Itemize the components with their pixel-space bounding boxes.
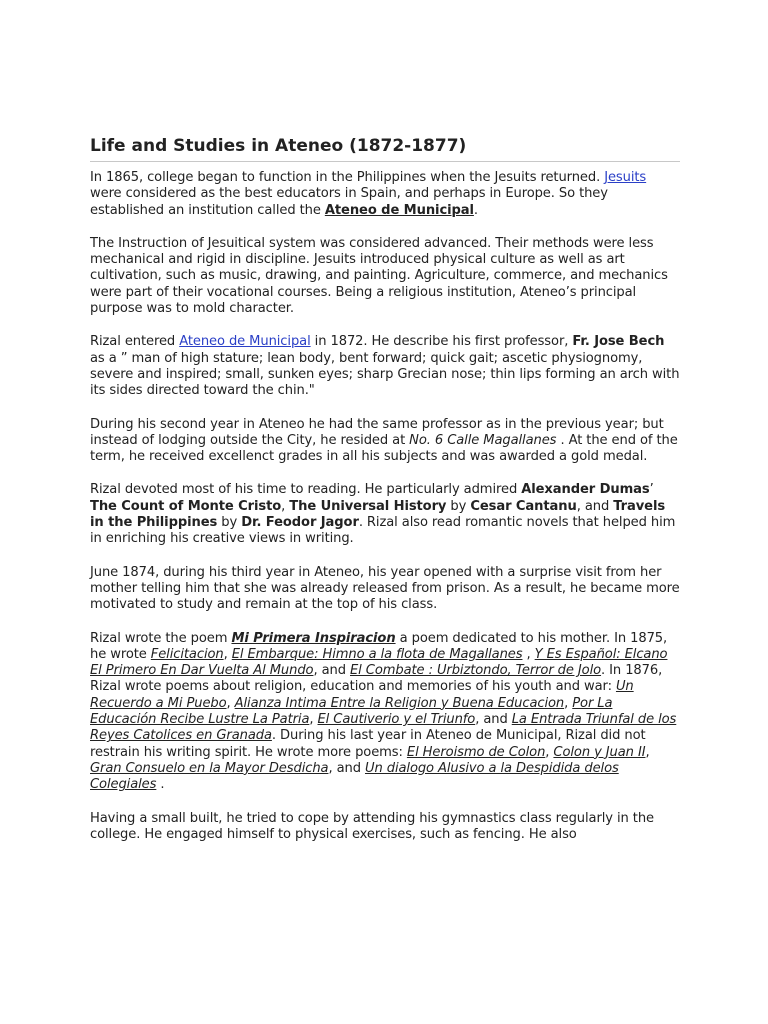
link-ateneo-de-municipal-bold[interactable]: Ateneo de Municipal: [324, 202, 474, 218]
text: Rizal devoted most of his time to reading. He particularly admired: [90, 482, 522, 498]
poem-link[interactable]: La Entrada Triunfal de los Reyes Catolices en Granada: [90, 712, 677, 744]
paragraph-2: The Instruction of Jesuitical system was considered advanced. Their methods were less mechanical and rigid in discipline. Jesuits introduced physical culture as well as art cultivation, such as music, drawing, and painting. Agriculture, commerce, and mechanics were part of their vocational courses. Being a religious institution, Ateneo’s principal purpose was to mold character.: [90, 235, 668, 317]
poem-link[interactable]: Un dialogo Alusivo a la Despidida delos Colegiales: [90, 760, 619, 793]
text: a poem dedicated to his mother. In 1875, he wrote: [90, 630, 668, 662]
poem-link[interactable]: Mi Primera Inspiracion: [231, 630, 396, 646]
text: . In 1876, Rizal wrote poems about religion, education and memories of his youth and war:: [90, 663, 663, 695]
paragraph-8: Having a small built, he tried to cope by attending his gymnastics class regularly in the college. He engaged himself to physical exercises, such as fencing. He also: [90, 810, 654, 842]
poem-link[interactable]: Por La Educación Recibe Lustre La Patria: [90, 695, 613, 728]
text: ,: [564, 695, 573, 711]
poem-link[interactable]: El Combate : Urbiztondo, Terror de Jolo: [350, 663, 602, 679]
article: [90, 134, 680, 843]
poem-link[interactable]: Y Es Español: Elcano El Primero En Dar Vuelta Al Mundo: [90, 646, 668, 679]
text: ,: [309, 712, 318, 728]
text: ,: [226, 695, 235, 711]
bold-professor-name: Fr. Jose Bech: [572, 334, 665, 350]
link-jesuits[interactable]: Jesuits: [604, 170, 647, 185]
text: were considered as the best educators in Spain, and perhaps in Europe. So they established an institution called the: [90, 186, 608, 218]
text: ,: [522, 646, 535, 662]
text: ’: [649, 482, 654, 498]
text: . At the end of the term, he received excellenct grades in all his subjects and was awarded a gold medal.: [90, 432, 678, 465]
text: as a ” man of high stature; lean body, bent forward; quick gait; ascetic physiognomy, severe and inspired; small, sunken eyes; sharp Grecian nose; thin lips forming an arch with its sides directed toward the chin.": [90, 350, 680, 399]
text: In 1865, college began to function in the Philippines when the Jesuits returned.: [90, 170, 605, 185]
paragraph-1: [90, 170, 680, 219]
page-title: Life and Studies in Ateneo (1872-1877): [90, 134, 680, 162]
text: , and: [313, 663, 350, 679]
link-ateneo-de-municipal[interactable]: Ateneo de Municipal: [179, 334, 311, 350]
text: Rizal wrote the poem: [90, 630, 232, 646]
text: by: [446, 498, 471, 514]
poem-link[interactable]: Colon y Juan II: [553, 744, 646, 760]
bold-book: The Count of Monte Cristo: [90, 498, 282, 514]
bold-book: The Universal History: [289, 498, 447, 514]
text: .: [473, 202, 478, 218]
text: by: [217, 515, 242, 531]
text: Rizal entered: [90, 334, 180, 350]
bold-author: Alexander Dumas: [521, 482, 650, 498]
text: During his second year in Ateneo he had the same professor as in the previous year; but instead of lodging outside the City, he resided at: [90, 416, 664, 448]
text: ,: [645, 744, 650, 760]
text: ,: [223, 646, 232, 662]
paragraph-5: [90, 482, 680, 547]
paragraph-3: [90, 334, 680, 399]
text: ,: [545, 744, 554, 760]
poem-link[interactable]: El Heroismo de Colon: [406, 744, 546, 760]
bold-author: Cesar Cantanu: [470, 498, 577, 514]
text: , and: [475, 712, 512, 728]
paragraph-7: [90, 631, 680, 794]
text: ,: [281, 498, 290, 514]
text: . During his last year in Ateneo de Municipal, Rizal did not restrain his writing spirit. He wrote more poems:: [90, 728, 646, 760]
text: in 1872. He describe his first professor,: [310, 334, 573, 350]
poem-link[interactable]: Alianza Intima Entre la Religion y Buena Educacion: [234, 695, 565, 711]
text: , and: [328, 760, 365, 776]
paragraph-6: June 1874, during his third year in Ateneo, his year opened with a surprise visit from her mother telling him that she was already released from prison. As a result, he became more motivated to study and remain at the top of his class.: [90, 564, 680, 613]
paragraph-4: [90, 417, 680, 466]
text: , and: [576, 498, 614, 514]
poem-link[interactable]: Un Recuerdo a Mi Puebo: [90, 679, 634, 711]
poem-link[interactable]: Gran Consuelo en la Mayor Desdicha: [90, 760, 329, 776]
poem-link[interactable]: El Embarque: Himno a la flota de Magallanes: [231, 646, 523, 662]
italic-address: No. 6 Calle Magallanes: [409, 432, 557, 448]
text: . Rizal also read romantic novels that helped him in enriching his creative views in writing.: [90, 515, 676, 547]
text: .: [156, 777, 165, 793]
bold-author: Dr. Feodor Jagor: [241, 515, 359, 531]
poem-link[interactable]: Felicitacion: [150, 646, 224, 662]
poem-link[interactable]: El Cautiverio y el Triunfo: [317, 712, 476, 728]
bold-book: Travels in the Philippines: [90, 498, 666, 531]
